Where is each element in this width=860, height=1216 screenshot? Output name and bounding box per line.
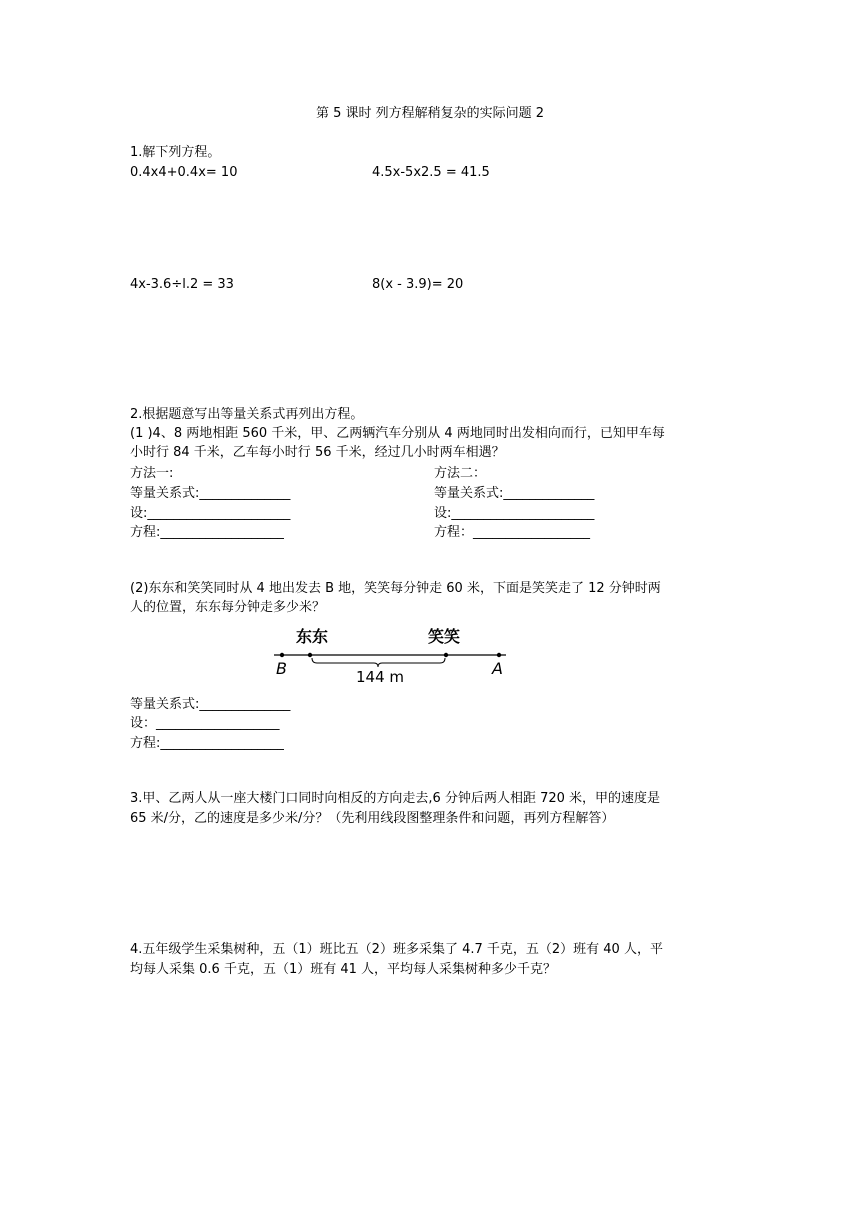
method2-label: 方法二：	[434, 466, 487, 481]
method1-let-field: 设:______________________	[130, 506, 291, 521]
part2-let-field: 设：___________________	[130, 716, 280, 731]
point-b	[280, 653, 284, 657]
label-xiaoxiao: 笑笑	[428, 627, 461, 646]
q1-equation-d: 8(x - 3.9)= 20	[372, 277, 464, 292]
q2-part2-line1: (2)东东和笑笑同时从 4 地出发去 B 地，笑笑每分钟走 60 米，下面是笑笑走了 12 分钟时两	[130, 581, 661, 596]
point-a	[497, 653, 501, 657]
point-xiaoxiao	[444, 653, 448, 657]
part2-relation-field: 等量关系式:______________	[130, 697, 291, 712]
part2-equation-field: 方程:___________________	[130, 736, 284, 751]
q1-heading: 1.解下列方程。	[130, 145, 221, 160]
q2-heading: 2.根据题意写出等量关系式再列出方程。	[130, 407, 364, 422]
method2-relation-field: 等量关系式:______________	[434, 486, 595, 501]
q1-equation-b: 4.5x-5x2.5 = 41.5	[372, 165, 490, 180]
method1-equation-field: 方程:___________________	[130, 525, 284, 540]
q4-line2: 均每人采集 0.6 千克，五（1）班有 41 人，平均每人采集树种多少千克？	[130, 962, 557, 977]
q3-line1: 3.甲、乙两人从一座大楼门口同时向相反的方向走去,6 分钟后两人相距 720 米，甲的速度是	[130, 791, 661, 806]
method2-equation-field: 方程：__________________	[434, 525, 591, 540]
label-b: B	[276, 659, 287, 678]
q3-line2: 65 米/分，乙的速度是多少米/分？（先利用线段图整理条件和问题，再列方程解答）	[130, 811, 615, 826]
method2-let-field: 设:______________________	[434, 506, 595, 521]
point-dongdong	[308, 653, 312, 657]
method1-label: 方法一:	[130, 466, 174, 481]
label-dongdong: 东东	[296, 627, 329, 646]
distance-brace	[312, 658, 445, 667]
q2-part1-line2: 小时行 84 千米，乙车每小时行 56 千米，经过几小时两车相遇？	[130, 445, 505, 460]
q2-part2-line2: 人的位置，东东每分钟走多少米？	[130, 600, 326, 615]
page-title: 第 5 课时 列方程解稍复杂的实际问题 2	[315, 106, 545, 121]
q1-equation-a: 0.4x4+0.4x= 10	[130, 165, 238, 180]
q1-equation-c: 4x-3.6÷l.2 = 33	[130, 277, 234, 292]
q2-part1-line1: (1 )4、8 两地相距 560 千米，甲、乙两辆汽车分别从 4 两地同时出发相向而行，已知甲车每	[130, 426, 665, 441]
q4-line1: 4.五年级学生采集树种，五（1）班比五（2）班多采集了 4.7 千克，五（2）班有 40 人，平	[130, 942, 663, 957]
label-a: A	[492, 659, 503, 678]
line-segment-diagram	[270, 622, 520, 688]
distance-label: 144 m	[356, 668, 405, 686]
method1-relation-field: 等量关系式:______________	[130, 486, 291, 501]
